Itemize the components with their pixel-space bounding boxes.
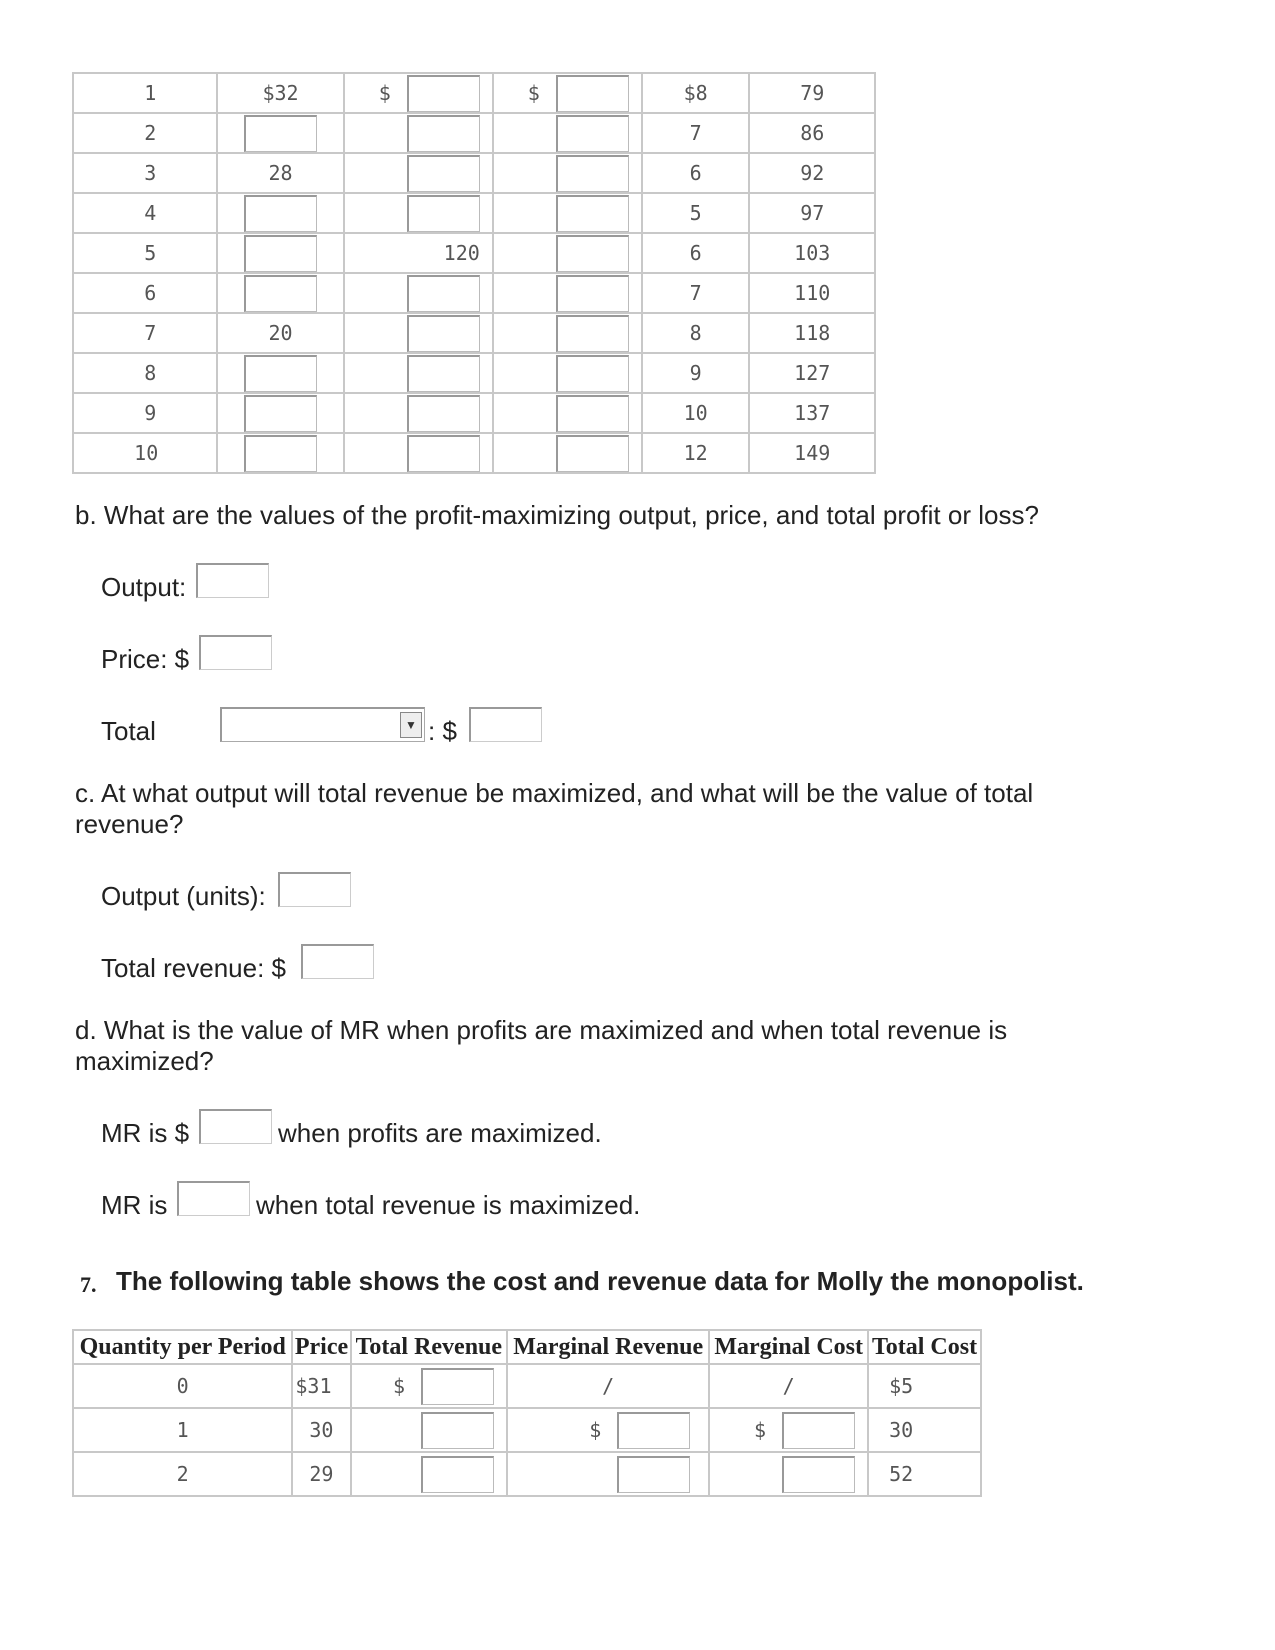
chevron-down-icon: ▼: [400, 712, 422, 738]
price-cell: $31: [295, 1374, 332, 1398]
table-row: [73, 1452, 981, 1496]
total-cost-cell: 97: [800, 201, 825, 225]
total-cost-cell: $5: [889, 1374, 914, 1398]
total-cost-cell: 92: [800, 161, 825, 185]
quantity-cell: 6: [144, 281, 157, 305]
total-cost-cell: 118: [794, 321, 831, 345]
marginal-cost-cell: 9: [689, 361, 702, 385]
quantity-cell: 9: [144, 401, 157, 425]
marginal-cost-cell: 7: [689, 121, 702, 145]
total-revenue-input[interactable]: [301, 944, 374, 979]
price-cell: 29: [309, 1462, 334, 1486]
marginal-cost-cell: 8: [689, 321, 702, 345]
monopolist-table: [72, 1329, 982, 1497]
total-cost-cell: 149: [794, 441, 831, 465]
total-label: Total: [101, 716, 156, 746]
total-revenue-input[interactable]: [407, 115, 480, 152]
total-cost-cell: 110: [794, 281, 831, 305]
mr-profit-label: MR is $: [101, 1118, 190, 1148]
total-revenue-input[interactable]: [421, 1456, 494, 1493]
marginal-revenue-input[interactable]: [556, 115, 629, 152]
column-header: Marginal Revenue: [507, 1330, 709, 1364]
quantity-cell: 1: [144, 81, 157, 105]
total-cost-cell: 137: [794, 401, 831, 425]
total-cost-cell: 52: [889, 1462, 914, 1486]
table-row: [73, 153, 875, 193]
quantity-cell: 8: [144, 361, 157, 385]
table-row: [73, 1364, 981, 1408]
total-revenue-input[interactable]: [407, 395, 480, 432]
column-header: Total Cost: [868, 1330, 981, 1364]
column-header: Price: [292, 1330, 350, 1364]
mr-revenue-label: MR is: [101, 1190, 168, 1220]
marginal-cost-cell: 5: [689, 201, 702, 225]
total-cost-cell: 79: [800, 81, 825, 105]
marginal-cost-cell: 7: [689, 281, 702, 305]
dollar-prefix: $: [378, 81, 391, 105]
price-input[interactable]: [244, 355, 317, 392]
table-row: [73, 433, 875, 473]
table-row: [73, 313, 875, 353]
output-units-label: Output (units):: [101, 881, 266, 911]
price-label: Price: $: [101, 644, 190, 674]
mr-revenue-input[interactable]: [177, 1181, 250, 1216]
output-input[interactable]: [196, 563, 269, 598]
marginal-revenue-input[interactable]: [556, 355, 629, 392]
total-revenue-cell: 120: [443, 241, 480, 265]
quantity-cell: 7: [144, 321, 157, 345]
marginal-revenue-input[interactable]: [556, 155, 629, 192]
marginal-revenue-input[interactable]: [556, 395, 629, 432]
total-input[interactable]: [469, 707, 542, 742]
price-cell: 30: [309, 1418, 334, 1442]
total-cost-cell: 127: [794, 361, 831, 385]
marginal-cost-cell: 6: [689, 241, 702, 265]
output-units-input[interactable]: [278, 872, 351, 907]
output-label: Output:: [101, 572, 187, 602]
table-row: [73, 113, 875, 153]
table-row: [73, 1408, 981, 1452]
table-row: [73, 193, 875, 233]
total-cost-cell: 103: [794, 241, 831, 265]
total-revenue-input[interactable]: [407, 155, 480, 192]
price-cell: $32: [262, 81, 299, 105]
total-revenue-input[interactable]: [421, 1368, 494, 1405]
quantity-cell: 2: [176, 1462, 189, 1486]
dollar-prefix: $: [527, 81, 540, 105]
total-revenue-input[interactable]: [407, 355, 480, 392]
price-input[interactable]: [244, 395, 317, 432]
total-revenue-label: Total revenue: $: [101, 953, 287, 983]
quantity-cell: 2: [144, 121, 157, 145]
price-cell: 20: [268, 321, 293, 345]
marginal-cost-input[interactable]: [782, 1412, 855, 1449]
question-d: d. What is the value of MR when profits are maximized and when total revenue is maximized?: [75, 1015, 1008, 1076]
quantity-cell: 3: [144, 161, 157, 185]
price-input[interactable]: [244, 115, 317, 152]
marginal-revenue-input[interactable]: [617, 1456, 690, 1493]
total-revenue-input[interactable]: [421, 1412, 494, 1449]
mr-revenue-suffix: when total revenue is maximized.: [256, 1190, 641, 1220]
cost-revenue-table: [72, 72, 876, 474]
marginal-revenue-cell: /: [602, 1374, 615, 1398]
marginal-cost-cell: 10: [683, 401, 708, 425]
marginal-revenue-input[interactable]: [556, 195, 629, 232]
quantity-cell: 0: [176, 1374, 189, 1398]
price-input[interactable]: [244, 275, 317, 312]
mr-profit-suffix: when profits are maximized.: [278, 1118, 602, 1148]
marginal-revenue-input[interactable]: [556, 235, 629, 272]
column-header: Total Revenue: [351, 1330, 507, 1364]
quantity-cell: 10: [134, 441, 159, 465]
table-row: [73, 73, 875, 113]
table-row: [73, 233, 875, 273]
column-header: Marginal Cost: [709, 1330, 868, 1364]
dollar-prefix: $: [589, 1418, 602, 1442]
total-cost-cell: 30: [889, 1418, 914, 1442]
dollar-prefix: $: [754, 1418, 767, 1442]
marginal-revenue-input[interactable]: [617, 1412, 690, 1449]
marginal-cost-cell: $8: [683, 81, 708, 105]
total-revenue-input[interactable]: [407, 275, 480, 312]
mr-profit-input[interactable]: [199, 1109, 272, 1144]
marginal-cost-cell: 6: [689, 161, 702, 185]
question-b: b. What are the values of the profit-maximizing output, price, and total profit or loss?: [75, 500, 1039, 530]
marginal-cost-cell: 12: [683, 441, 708, 465]
marginal-cost-cell: /: [782, 1374, 795, 1398]
price-input[interactable]: [244, 435, 317, 472]
table-row: [73, 393, 875, 433]
question-7-number: 7.: [80, 1272, 97, 1297]
total-revenue-input[interactable]: [407, 195, 480, 232]
dollar-prefix: $: [393, 1374, 406, 1398]
marginal-revenue-input[interactable]: [556, 315, 629, 352]
marginal-revenue-input[interactable]: [556, 275, 629, 312]
price-input[interactable]: [199, 635, 272, 670]
table-row: [73, 353, 875, 393]
quantity-cell: 1: [176, 1418, 189, 1442]
table-row: [73, 273, 875, 313]
marginal-revenue-input[interactable]: [556, 75, 629, 112]
quantity-cell: 4: [144, 201, 157, 225]
marginal-cost-input[interactable]: [782, 1456, 855, 1493]
profit-loss-select[interactable]: [220, 707, 425, 742]
total-suffix: : $: [428, 716, 457, 746]
price-input[interactable]: [244, 235, 317, 272]
question-7-text: The following table shows the cost and revenue data for Molly the monopolist.: [116, 1266, 1084, 1296]
column-header: Quantity per Period: [73, 1330, 292, 1364]
total-revenue-input[interactable]: [407, 75, 480, 112]
question-c: c. At what output will total revenue be maximized, and what will be the value of total revenue?: [75, 778, 1034, 839]
marginal-revenue-input[interactable]: [556, 435, 629, 472]
price-cell: 28: [268, 161, 293, 185]
total-revenue-input[interactable]: [407, 315, 480, 352]
total-revenue-input[interactable]: [407, 435, 480, 472]
price-input[interactable]: [244, 195, 317, 232]
total-cost-cell: 86: [800, 121, 825, 145]
quantity-cell: 5: [144, 241, 157, 265]
